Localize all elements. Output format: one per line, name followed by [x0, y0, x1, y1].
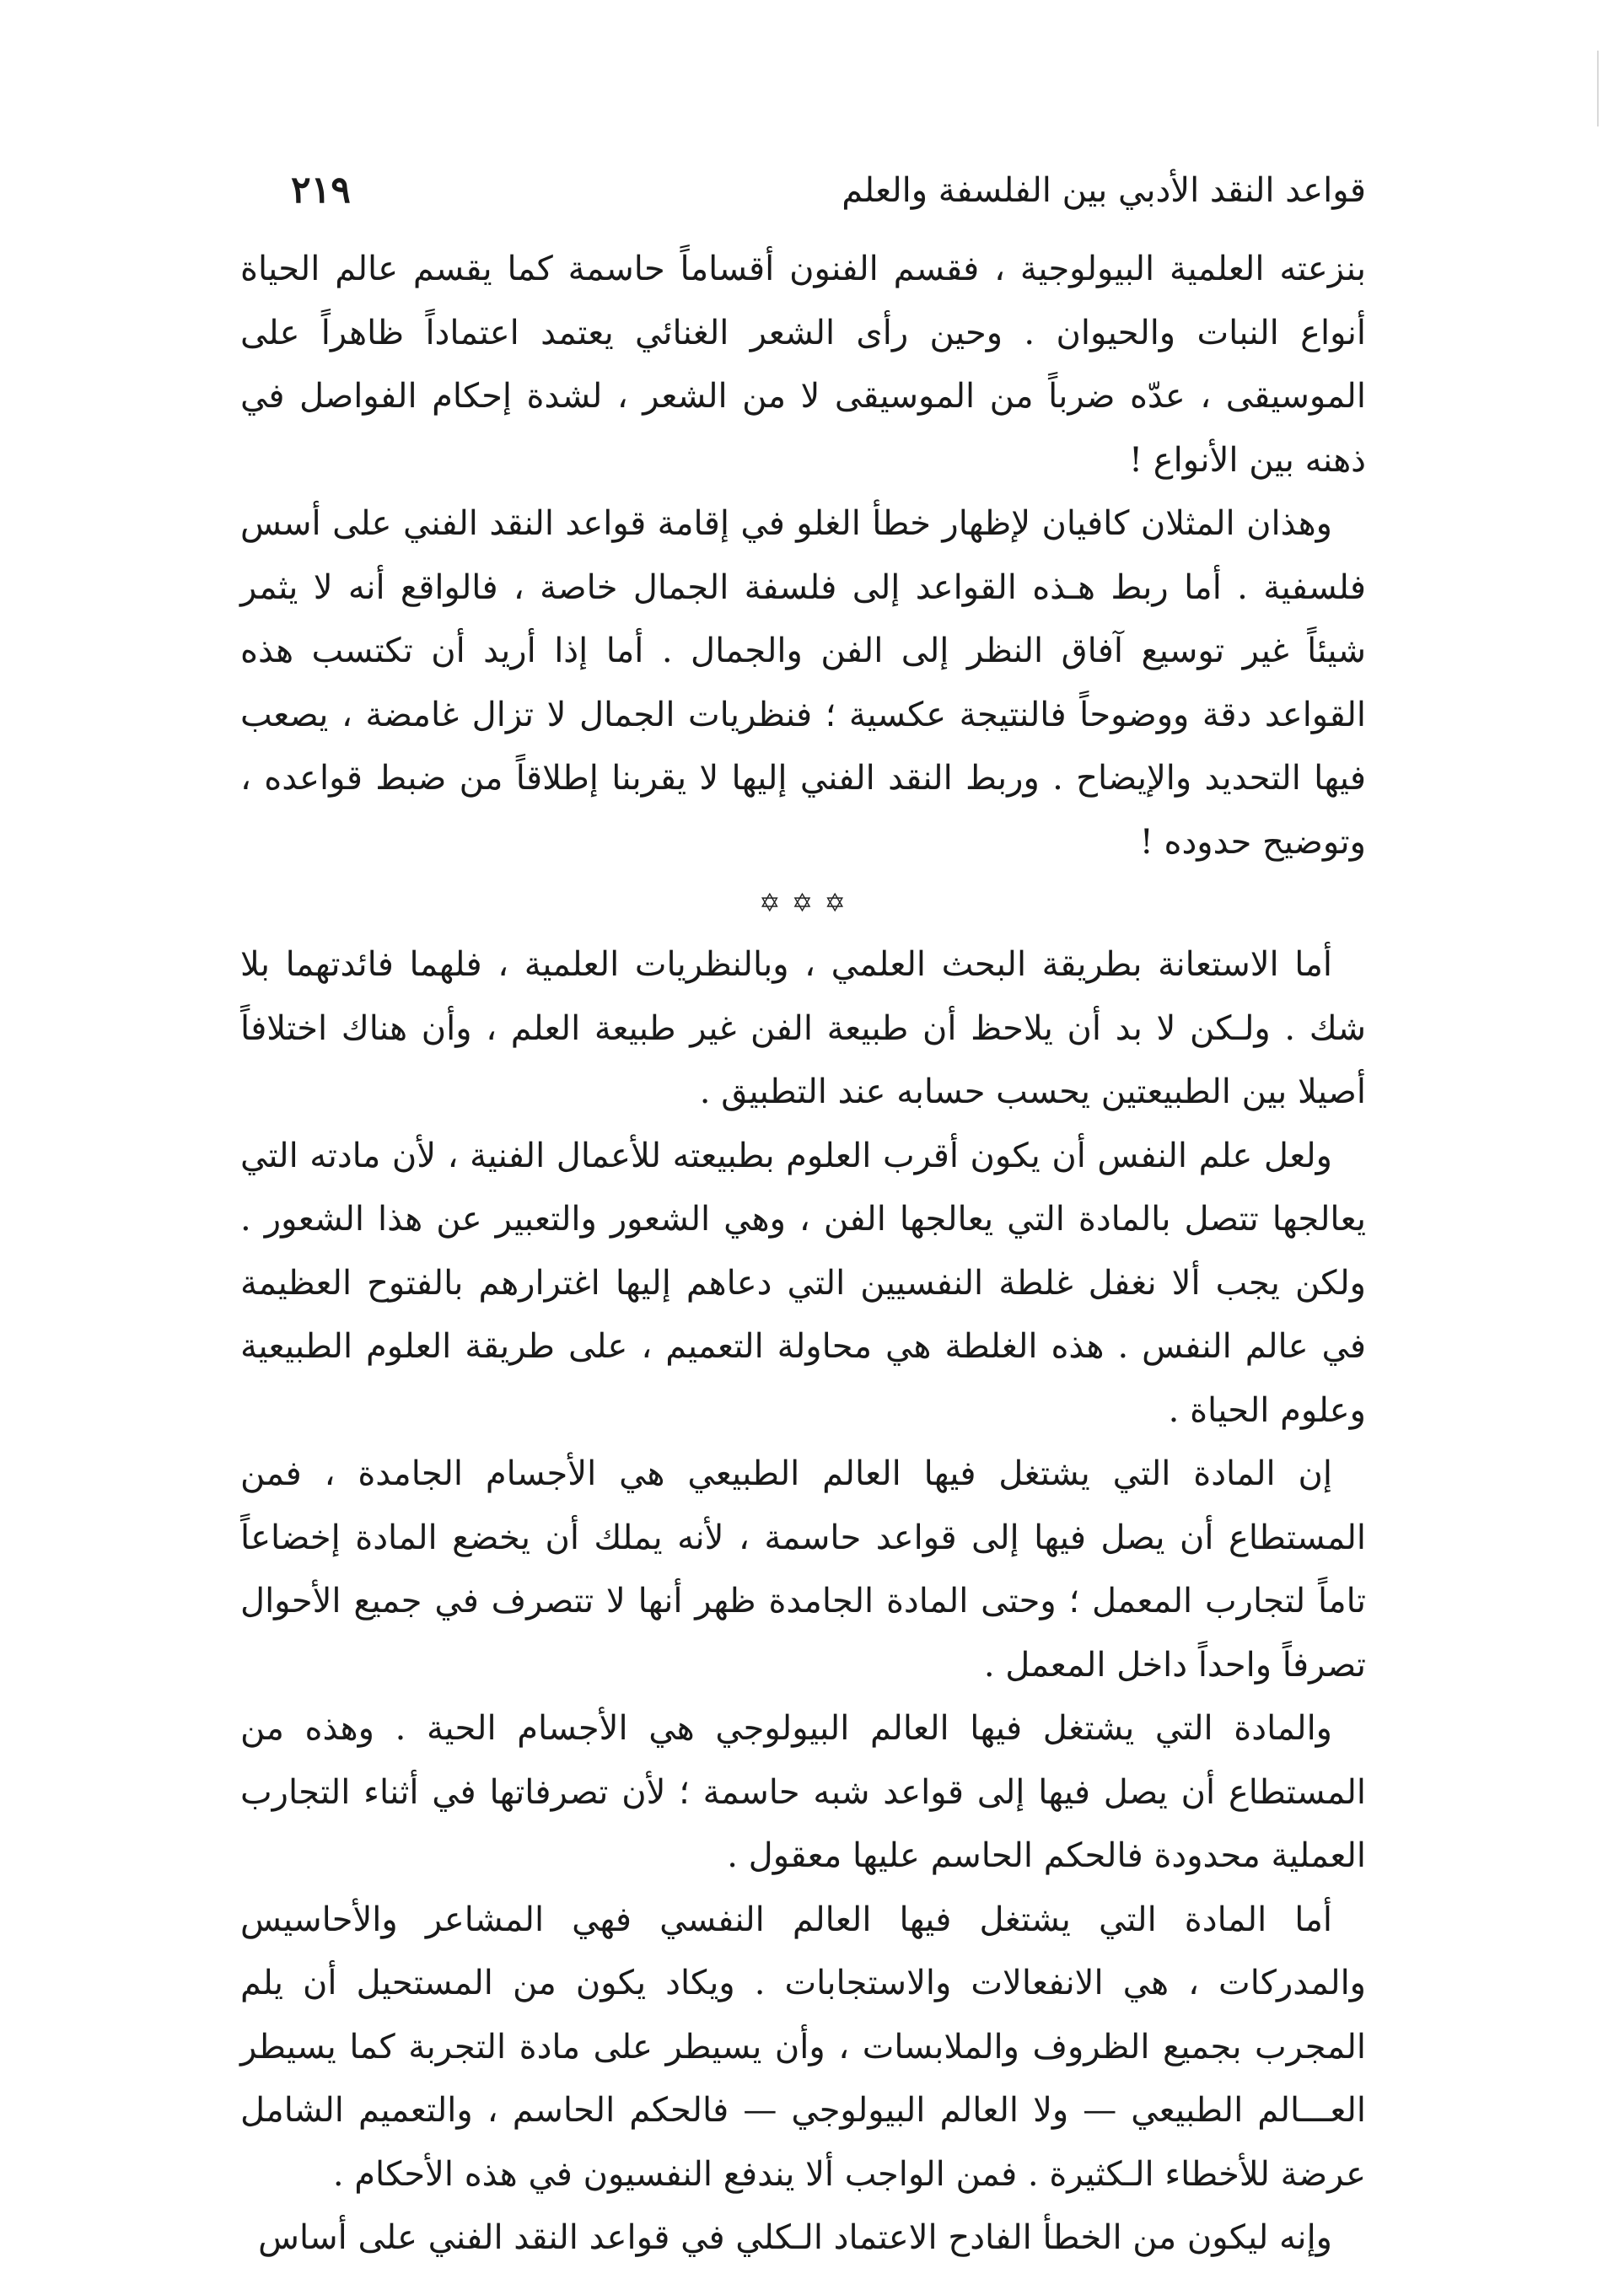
- page-header: [240, 165, 1366, 224]
- paragraph-5: إن المادة التي يشتغل فيها العالم الطبيعي هي الأجسام الجامدة ، فمن المستطاع أن يصل فيها إلى قواعد حاسمة ، لأنه يملك أن يخضع المادة إخضاعاً تاماً لتجارب المعمل ؛ وحتى المادة الجامدة ظهر أنها لا تتصرف في جميع الأحوال تصرفاً واحداً داخل المعمل .: [240, 1454, 1366, 1685]
- paragraph-4: ولعل علم النفس أن يكون أقرب العلوم بطبيعته للأعمال الفنية ، لأن مادته التي يعالجها تتصل بالمادة التي يعالجها الفن ، وهي الشعور والتعبير عن هذا الشعور . ولكن يجب ألا نغفل غلطة النفسيين التي دعاهم إليها اغترارهم بالفتوح العظيمة في عالم النفس . هذه الغلطة هي محاولة التعميم ، على طريقة العلوم الطبيعية وعلوم الحياة .: [240, 1136, 1366, 1430]
- paragraph-6: والمادة التي يشتغل فيها العالم البيولوجي هي الأجسام الحية . وهذه من المستطاع أن يصل فيها إلى قواعد شبه حاسمة ؛ لأن تصرفاتها في أثناء التجارب العملية محدودة فالحكم الحاسم عليها معقول .: [240, 1709, 1366, 1875]
- paragraph-7: أما المادة التي يشتغل فيها العالم النفسي فهي المشاعر والأحاسيس والمدركات ، هي الانفعالات والاستجابات . ويكاد يكون من المستحيل أن يلم المجرب بجميع الظروف والملابسات ، وأن يسيطر على مادة التجربة كما يسيطر العـــالم الطبيعي — ولا العالم البيولوجي — فالحكم الحاسم ، والتعميم الشامل عرضة للأخطاء الـكثيرة . فمن الواجب ألا يندفع النفسيون في هذه الأحكام .: [240, 1900, 1366, 2194]
- scan-speck: [1597, 51, 1599, 126]
- paragraph-2: وهذان المثلان كافيان لإظهار خطأ الغلو في إقامة قواعد النقد الفني على أسس فلسفية . أما ربط هـذه القواعد إلى فلسفة الجمال خاصة ، فالواقع أنه لا يثمر شيئاً غير توسيع آفاق النظر إلى الفن والجمال . أما إذا أريد أن تكتسب هذه القواعد دقة ووضوحاً فالنتيجة عكسية ؛ فنظريات الجمال لا تزال غامضة ، يصعب فيها التحديد والإيضاح . وربط النقد الفني إليها لا يقربنا إطلاقاً من ضبط قواعده ، وتوضيح حدوده !: [240, 504, 1366, 862]
- paragraph-3: أما الاستعانة بطريقة البحث العلمي ، وبالنظريات العلمية ، فلهما فائدتهما بلا شك . ولـكن لا بد أن يلاحظ أن طبيعة الفن غير طبيعة العلم ، وأن هناك اختلافاً أصيلا بين الطبيعتين يحسب حسابه عند التطبيق .: [240, 945, 1366, 1111]
- page-number: ٢١٩: [291, 169, 351, 212]
- section-ornament: ✡ ✡ ✡: [759, 889, 847, 918]
- body-text: [240, 238, 1366, 2271]
- paragraph-1: بنزعته العلمية البيولوجية ، فقسم الفنون أقساماً حاسمة كما يقسم عالم الحياة أنواع النبات والحيوان . وحين رأى الشعر الغنائي يعتمد اعتماداً ظاهراً على الموسيقى ، عدّه ضرباً من الموسيقى لا من الشعر ، لشدة إحكام الفواصل في ذهنه بين الأنواع !: [240, 250, 1367, 480]
- paragraph-8: وإنه ليكون من الخطأ الفادح الاعتماد الـكلي في قواعد النقد الفني على أساس: [258, 2218, 1332, 2257]
- running-title: قواعد النقد الأدبي بين الفلسفة والعلم: [842, 171, 1366, 210]
